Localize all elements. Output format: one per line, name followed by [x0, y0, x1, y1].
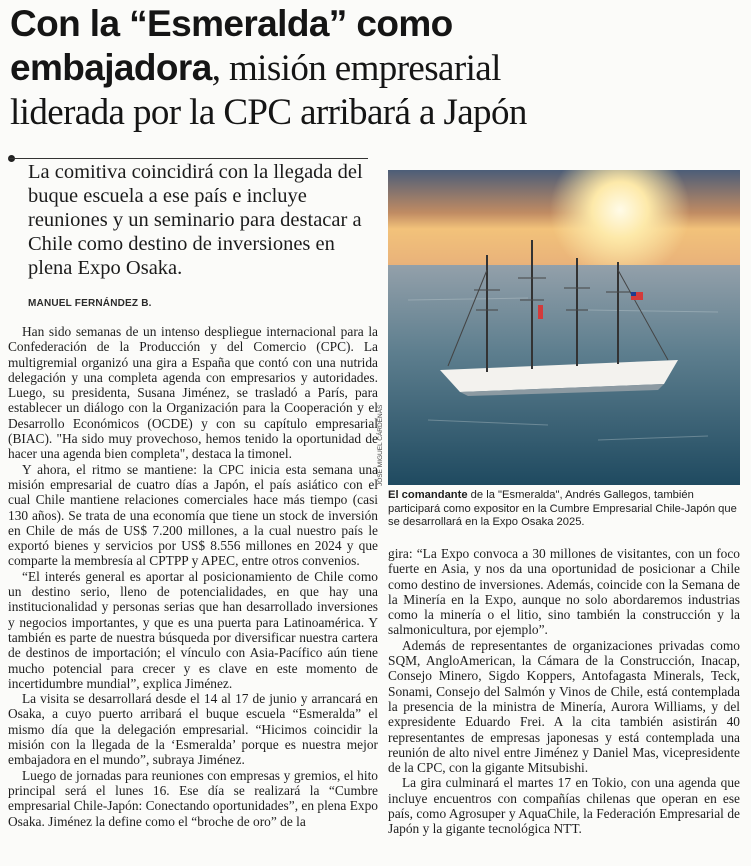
- caption-lead: El comandante: [388, 489, 468, 501]
- headline: [10, 2, 750, 135]
- headline-line-2: [10, 46, 750, 91]
- paragraph: Luego de jornadas para reuniones con empresas y gremios, el hito principal será el lunes 16. Ese día se realizará la “Cumbre empresarial Chile-Japón: Conectando oportunidades”, en plena Expo Osaka. Jiménez la define como el “broche de oro” de la: [8, 767, 378, 829]
- caption-text: de la "Esmeralda", Andrés Gallegos, también participará como expositor en la Cumbre Empresarial Chile-Japón que se desarrollará en la Expo Osaka 2025.: [388, 489, 737, 528]
- deck-rule: [8, 158, 368, 159]
- paragraph: gira: “La Expo convoca a 30 millones de visitantes, con un foco fuerte en Asia, y nos da una oportunidad de posicionar a Chile como destino de inversiones. Además, coincide con la Semana de la Minería en la Expo, aunque no solo abordaremos industrias como la minería o el litio, sino también la construcción y la salmonicultura, por ejemplo”.: [388, 546, 740, 638]
- headline-line-3: liderada por la CPC arribará a Japón: [10, 92, 527, 133]
- paragraph: La visita se desarrollará desde el 14 al 17 de junio y arrancará en Osaka, a cuyo puerto arribará el buque escuela “Esmeralda” el mismo día que la delegación empresarial. “Hicimos coincidir la misión con la llegada de la ‘Esmeralda’ porque es nuestra mejor embajadora en el mundo”, subraya Jiménez.: [8, 691, 378, 768]
- paragraph: La gira culminará el martes 17 en Tokio, con una agenda que incluye encuentros con compañías chilenas que operan en ese país, como Agrosuper y AquaChile, la Federación Empresarial de Japón y la gigante tecnológica NTT.: [388, 775, 740, 837]
- photo-credit: JOSÉ MIGUEL CÁRDENAS: [377, 404, 384, 486]
- paragraph: “El interés general es aportar al posicionamiento de Chile como un destino serio, lleno de potencialidades, en que hay una institucionalidad y personas serias que han desarrollado inversiones y negocios importantes, y que es una puerta para Latinoamérica. Y también es parte de nuestra búsqueda por diversificar nuestra cartera de destinos de importación; el vínculo con Asia-Pacífico aún tiene mucho potencial para crecer y es clave en este momento de incertidumbre mundial”, explica Jiménez.: [8, 568, 378, 691]
- headline-bold-word: embajadora: [10, 47, 212, 88]
- article-column-1: [8, 324, 378, 829]
- headline-line-2-rest: , misión empresarial: [211, 48, 501, 89]
- paragraph: Además de representantes de organizaciones privadas como SQM, AngloAmerican, la Cámara de la Construcción, Inacap, Consejo Minero, Sigdo Koppers, Antofagasta Minerals, Teck, Sonami, Consejo del Salmón y Vinos de Chile, está contemplada la presencia de la ministra de Minería, Aurora Williams, y del expresidente Eduardo Frei. A la cita también asistirán 40 representantes de empresas japonesas y está contemplada una reunión de alto nivel entre Jiménez y Daniel Mas, vicepresidente de la CPC, con la gigante Mitsubishi.: [388, 637, 740, 776]
- photo-caption: [388, 489, 740, 530]
- headline-line-1: Con la “Esmeralda” como: [10, 3, 453, 44]
- deck-summary: La comitiva coincidirá con la llegada del buque escuela a ese país e incluye reuniones y un seminario para destacar a Chile como destino de inversiones en plena Expo Osaka.: [28, 161, 363, 279]
- article-column-2: [388, 546, 740, 837]
- sailing-ship-image: [388, 170, 740, 485]
- ship-photo: [388, 170, 740, 485]
- author-byline: MANUEL FERNÁNDEZ B.: [28, 298, 152, 309]
- paragraph: Y ahora, el ritmo se mantiene: la CPC inicia esta semana una misión empresarial de cuatro días a Japón, el país asiático con el cual Chile mantiene relaciones comerciales hace más tiempo (casi 130 años). Se trata de una economía que tiene un stock de inversión en Chile de más de US$ 7.200 millones, a la cual nuestro país le exportó bienes y servicios por US$ 8.556 millones en 2024 y que comparte la membresía al CPTPP y APEC, entre otros convenios.: [8, 461, 378, 569]
- paragraph: Han sido semanas de un intenso despliegue internacional para la Confederación de la Producción y del Comercio (CPC). La multigremial organizó una gira a España que contó con una nutrida delegación y una completa agenda con empresarios y autoridades. Luego, su presidenta, Susana Jiménez, se trasladó a París, para establecer un diálogo con la Organización para la Cooperación y el Desarrollo Económicos (OCDE) y con su capítulo empresarial (BIAC). "Ha sido muy provechoso, hemos tenido la oportunidad de hacer una agenda bien completa", destaca la timonel.: [8, 324, 378, 462]
